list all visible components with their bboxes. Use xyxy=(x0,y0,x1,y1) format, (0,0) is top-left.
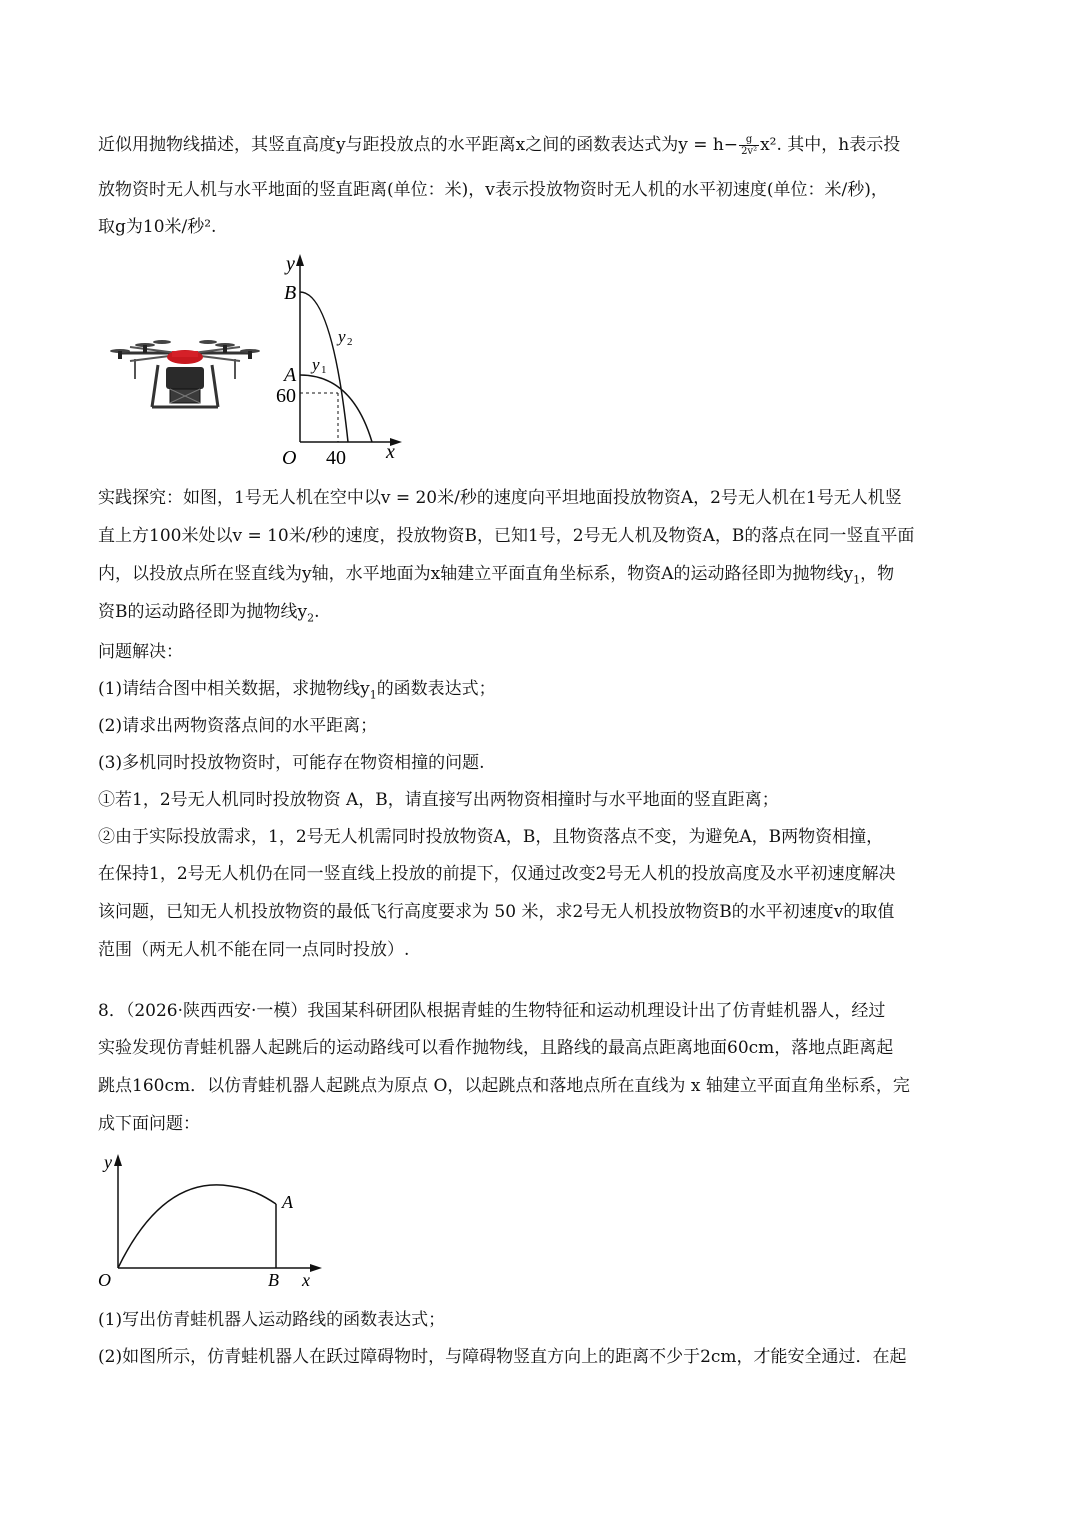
question-3b-line-1: ②由于实际投放需求，1，2号无人机需同时投放物资A，B，且物资落点不变，为避免A，B两物资相撞， xyxy=(98,827,884,847)
intro-line-3: 取g为10米/秒². xyxy=(98,217,217,237)
practice-line-4-text: 资B的运动路径即为抛物线y xyxy=(98,602,308,622)
fig1-label-y2: y xyxy=(338,327,346,346)
fig2-label-x: x xyxy=(302,1270,310,1290)
practice-line-4 xyxy=(98,599,982,631)
practice-line-4-end: . xyxy=(314,602,320,622)
fig1-label-y2-sub: 2 xyxy=(347,336,353,348)
fig2-label-A: A xyxy=(282,1192,293,1212)
problem8-line-2: 实验发现仿青蛙机器人起跳后的运动路线可以看作抛物线，且路线的最高点距离地面60cm，落地点距离起 xyxy=(98,1038,894,1058)
question-1-end: 的函数表达式； xyxy=(376,679,496,699)
fig2-label-B: B xyxy=(268,1270,279,1290)
fig2-y-axis-arrow xyxy=(114,1154,122,1166)
question-1-text: (1)请结合图中相关数据，求抛物线y xyxy=(98,679,370,699)
figure2-graph xyxy=(92,1148,327,1293)
practice-line-2: 直上方100米处以v = 10米/秒的速度，投放物资B，已知1号，2号无人机及物资A，B的落点在同一竖直平面 xyxy=(98,526,915,546)
problem8-line-4: 成下面问题： xyxy=(98,1114,200,1134)
y-axis-arrow xyxy=(296,254,304,266)
problem8-question-2: (2)如图所示，仿青蛙机器人在跃过障碍物时，与障碍物竖直方向上的距离不少于2cm，才能安全通过．在起 xyxy=(98,1347,907,1367)
question-3b-line-3: 该问题，已知无人机投放物资的最低飞行高度要求为 50 米，求2号无人机投放物资B的水平初速度v的取值 xyxy=(98,902,895,922)
question-1-sub: 1 xyxy=(369,688,377,702)
intro-line-1 xyxy=(98,132,982,158)
fig1-label-40: 40 xyxy=(326,447,346,469)
fig1-label-O: O xyxy=(282,447,297,469)
question-3a: ①若1，2号无人机同时投放物资 A，B，请直接写出两物资相撞时与水平地面的竖直距离； xyxy=(98,790,779,810)
question-2: (2)请求出两物资落点间的水平距离； xyxy=(98,716,378,736)
practice-line-3 xyxy=(98,561,982,593)
fig1-label-60: 60 xyxy=(276,385,296,407)
figure1-graph xyxy=(270,250,410,475)
fig1-label-y1-sub: 1 xyxy=(321,364,327,376)
fig2-jump-path xyxy=(118,1185,276,1268)
practice-line-3-end: ，物 xyxy=(860,564,895,584)
question-1 xyxy=(98,676,982,708)
fig1-label-x: x xyxy=(386,441,395,463)
questions-heading: 问题解决： xyxy=(98,642,183,662)
drone-illustration xyxy=(110,335,260,415)
intro-line-2: 放物资时无人机与水平地面的竖直距离(单位：米)，v表示投放物资时无人机的水平初速度(单位：米/秒)， xyxy=(98,180,888,200)
parabola-y1 xyxy=(300,375,372,442)
fig2-label-O: O xyxy=(98,1270,111,1290)
formula-lhs: y = h− xyxy=(678,135,739,155)
fig1-label-A: A xyxy=(284,364,297,386)
fig1-label-B: B xyxy=(284,282,297,304)
fig2-label-y: y xyxy=(104,1152,112,1172)
fraction-denominator: 2v² xyxy=(741,146,758,157)
intro-text: 近似用抛物线描述，其竖直高度y与距投放点的水平距离x之间的函数表达式为 xyxy=(98,135,679,155)
practice-line-1: 实践探究：如图，1号无人机在空中以v = 20米/秒的速度向平坦地面投放物资A，2号无人机在1号无人机竖 xyxy=(98,488,902,508)
fig1-label-y: y xyxy=(286,253,295,275)
question-3b-line-4: 范围（两无人机不能在同一点同时投放）. xyxy=(98,940,410,960)
fig2-x-axis-arrow xyxy=(310,1264,322,1272)
formula-fraction xyxy=(739,134,759,157)
intro-text-end: . 其中，h表示投 xyxy=(776,135,901,155)
fig1-label-y1: y xyxy=(312,355,320,374)
question-3: (3)多机同时投放物资时，可能存在物资相撞的问题. xyxy=(98,753,485,773)
practice-line-4-sub: 2 xyxy=(307,611,315,625)
question-3b-line-2: 在保持1，2号无人机仍在同一竖直线上投放的前提下，仅通过改变2号无人机的投放高度及水平初速度解决 xyxy=(98,864,896,884)
problem8-line-3: 跳点160cm．以仿青蛙机器人起跳点为原点 O，以起跳点和落地点所在直线为 x 轴建立平面直角坐标系，完 xyxy=(98,1076,910,1096)
practice-line-3-sub: 1 xyxy=(853,573,861,587)
practice-line-3-text: 内，以投放点所在竖直线为y轴，水平地面为x轴建立平面直角坐标系，物资A的运动路径即为抛物线y xyxy=(98,564,854,584)
problem8-line-1: 8．（2026·陕西西安·一模）我国某科研团队根据青蛙的生物特征和运动机理设计出了仿青蛙机器人，经过 xyxy=(98,1001,886,1021)
problem8-question-1: (1)写出仿青蛙机器人运动路线的函数表达式； xyxy=(98,1310,446,1330)
formula-x-squared: x² xyxy=(760,135,777,155)
fraction-numerator: g xyxy=(739,134,759,146)
